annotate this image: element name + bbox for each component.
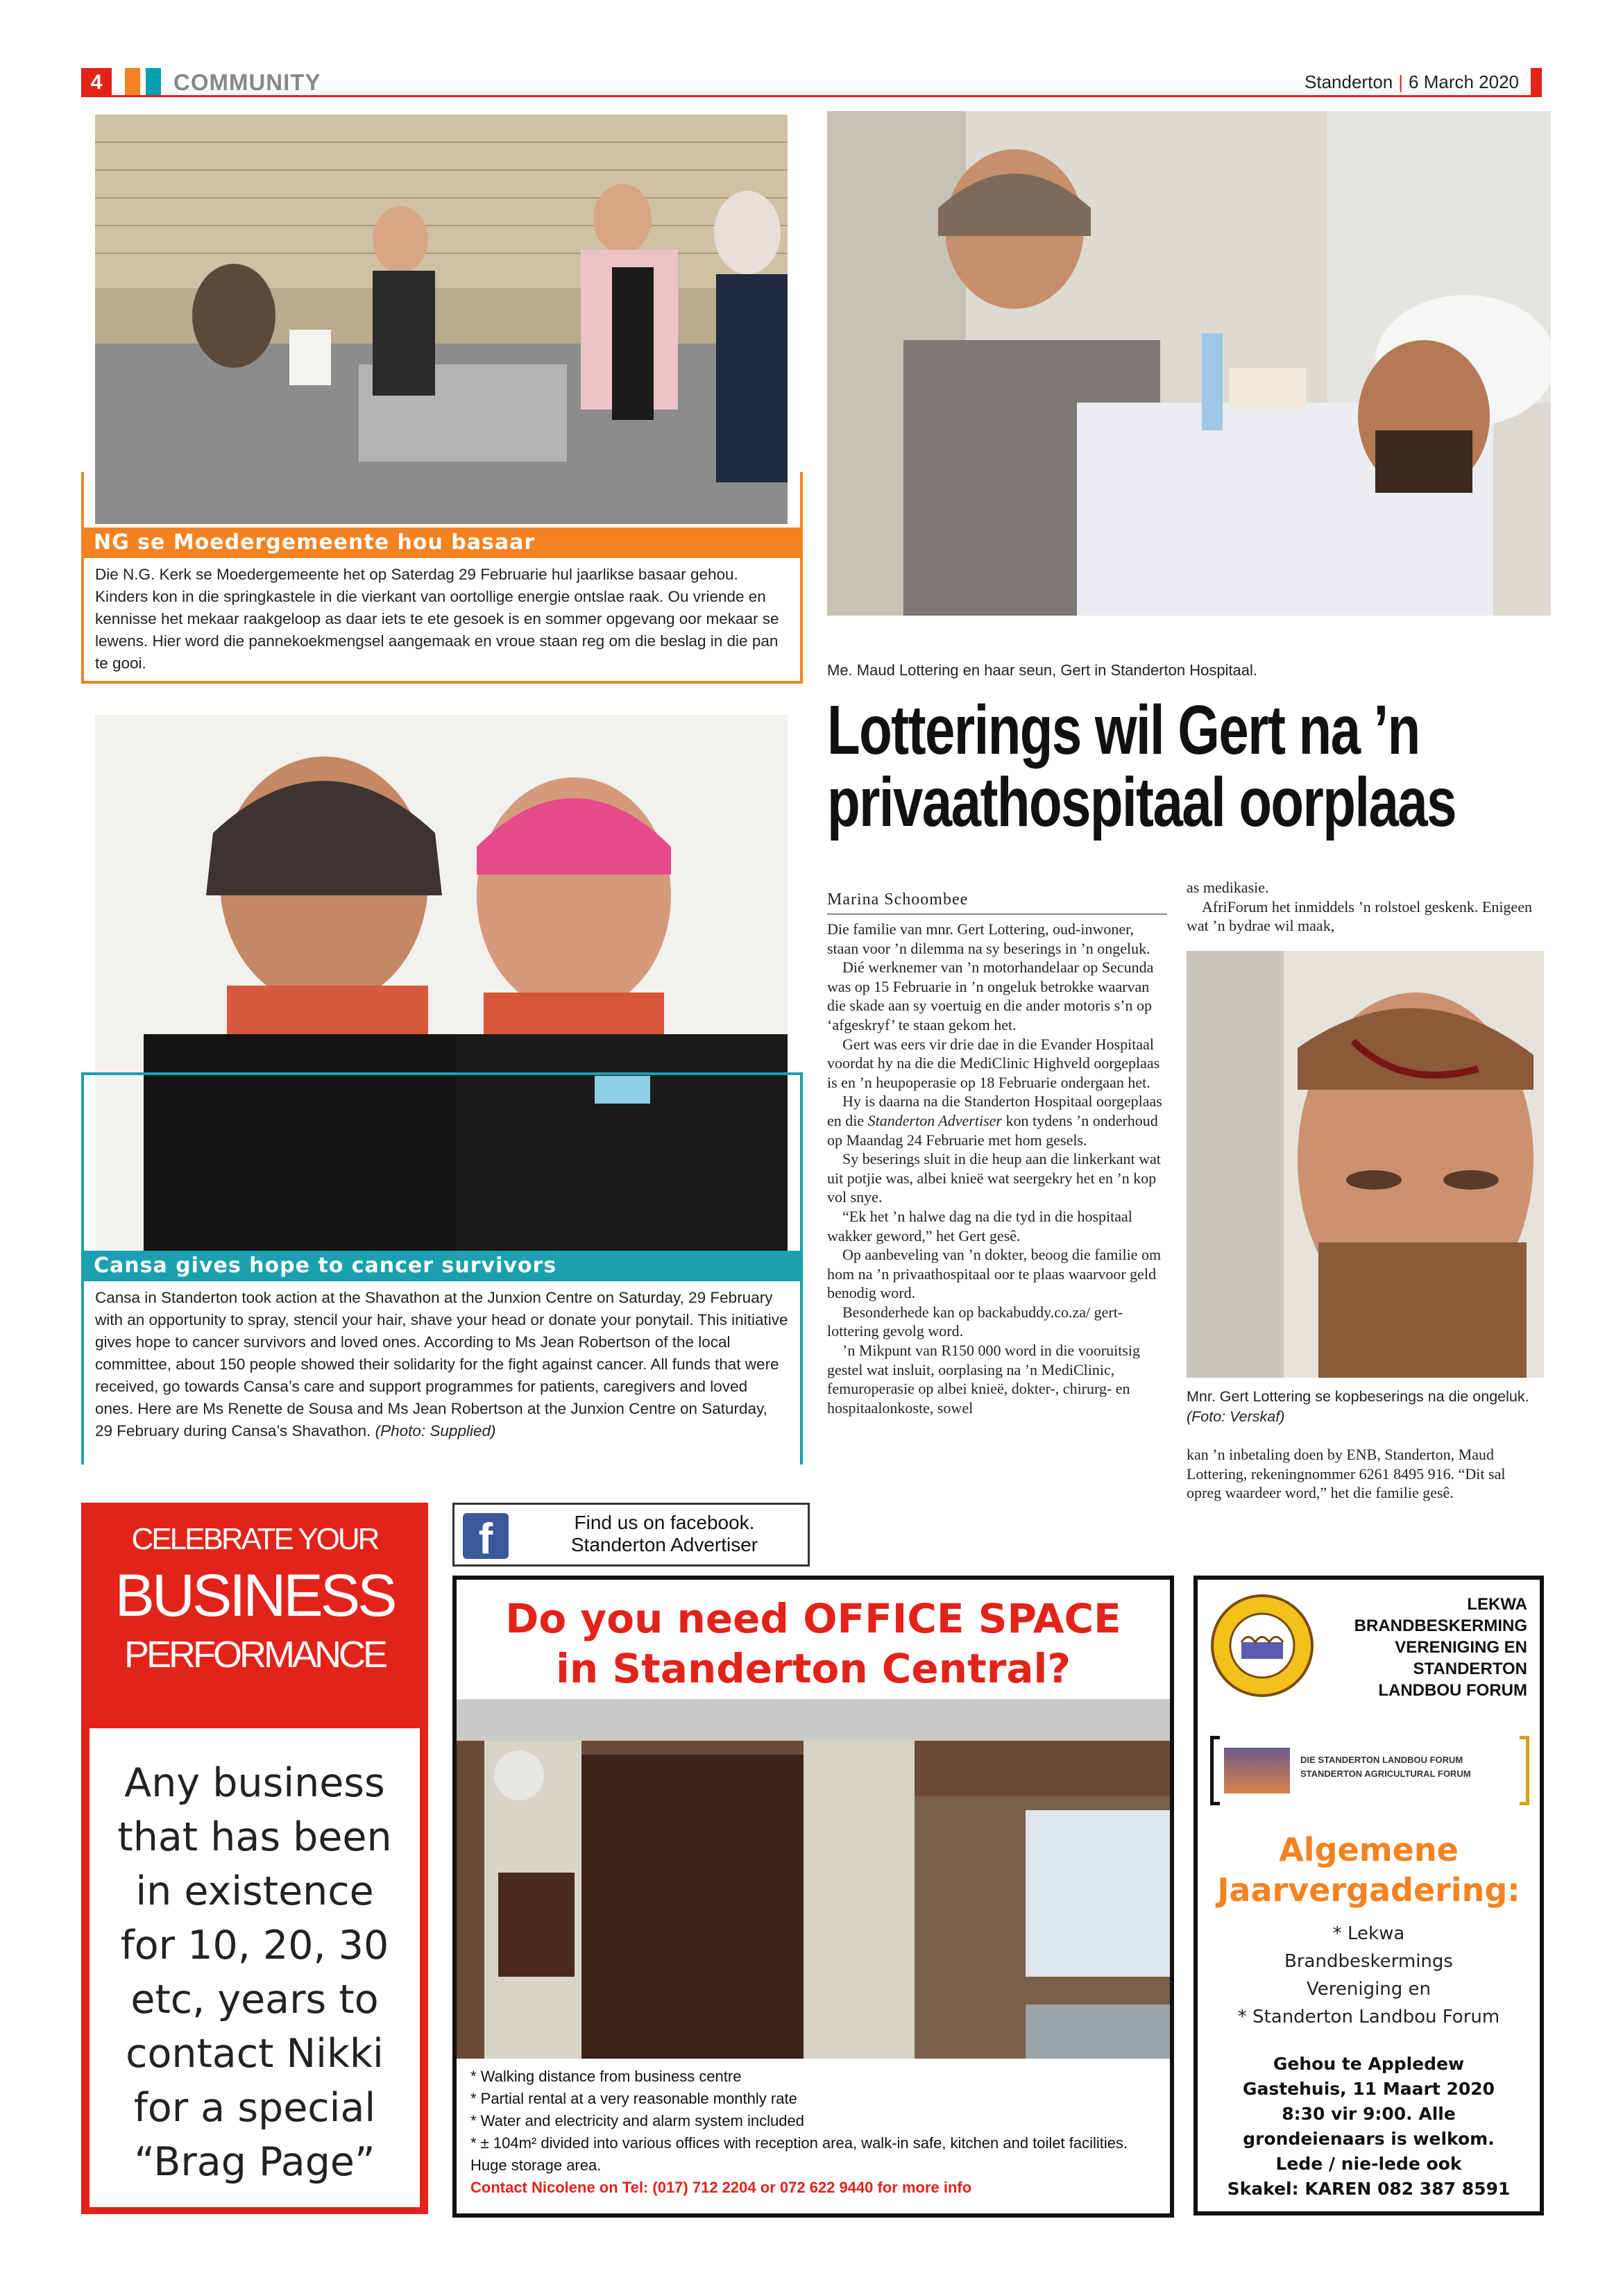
article-headline [827, 691, 1456, 841]
brag-ad-line-1: CELEBRATE YOUR [131, 1522, 378, 1556]
agm-detail-line: grondeienaars is welkom. [1243, 2129, 1495, 2149]
brag-ad-body [90, 1728, 420, 2207]
article-paragraph: Op aanbeveling van ’n dokter, beoog die familie om hom na ’n privaathospitaal oor te plaas waarvoor geld benodig word. [827, 1246, 1162, 1302]
brag-ad-notch [227, 1713, 282, 1728]
header-town: Standerton [1305, 71, 1393, 92]
agm-title-line: Algemene [1279, 1831, 1459, 1868]
brag-ad-body-line: contact Nikki [126, 2031, 384, 2077]
article-paragraph: Gert was eers vir drie dae in die Evander Hospitaal voordat hy na die die MediClinic Highveld oorgeplaas is en ’n heupoperasie op 18 Februarie ondergaan het. [827, 1035, 1160, 1091]
article-paragraph: Besonderhede kan op backabuddy.co.za/ gert-lottering gevolg word. [827, 1303, 1123, 1340]
page-number: 4 [81, 68, 112, 97]
article-column-1 [827, 920, 1167, 1417]
agm-org-line: Brandbeskermings [1284, 1951, 1453, 1972]
article-paragraph: ’n Mikpunt van R150 000 word in die vooruitsig gestel wat insluit, oorplasing na ’n MediClinic, femuroperasie op albei knieë, dokter-, chirurg- en hospitaalonkoste, sowel [827, 1342, 1140, 1417]
fire-org-line: STANDERTON [1413, 1660, 1527, 1678]
agm-detail-line: Gehou te Appledew [1273, 2054, 1465, 2074]
headline-line-2: privaathospitaal oorplaas [827, 763, 1456, 841]
office-feature: * Partial rental at a very reasonable monthly rate [470, 2090, 797, 2107]
office-feature: * Walking distance from business centre [470, 2068, 742, 2085]
article-paragraph: kan ’n inbetaling doen by ENB, Standerton, Maud Lottering, rekeningnommer 6261 8495 916. “Dit sal opreg waardeer word,” het die familie gesê. [1187, 1446, 1506, 1502]
fire-org-line: LEKWA [1467, 1595, 1527, 1614]
article-paragraph: Dié werknemer van ’n motorhandelaar op Secunda was op 15 Februarie in ’n ongeluk betrokke waarvan die skade aan sy voertuig en die ander motoris s’n op ‘afgeskryf’ te staan gekom het. [827, 959, 1154, 1033]
article-paragraph: Die familie van mnr. Gert Lottering, oud-inwoner, staan voor ’n dilemma na sy beserings in ’n ongeluk. [827, 920, 1150, 957]
forum-name [1300, 1753, 1471, 1781]
agm-detail-line: Lede / nie-lede ook [1275, 2154, 1462, 2174]
agm-title-line: Jaarvergadering: [1217, 1871, 1520, 1909]
office-feature: * ± 104m² divided into various offices with reception area, walk-in safe, kitchen and toilet facilities. Huge storage area. [470, 2134, 1128, 2174]
hospital-caption: Me. Maud Lottering en haar seun, Gert in Standerton Hospitaal. [827, 661, 1258, 679]
cansa-body-text: Cansa in Standerton took action at the Shavathon at the Junxion Centre on Saturday, 29 February with an opportunity to spray, stencil your hair, shave your head or donate your ponytail. This initiative gives hope to cancer survivors and loved ones. According to Ms Jean Robertson of the local committee, about 150 people showed their solidarity for the fight against cancer. All funds that were received, go towards Cansa’s care and support programmes for patients, caregivers and loved ones. Here are Ms Renette de Sousa and Ms Jean Robertson at the Junxion Centre on Saturday, 29 February during Cansa’s Shavathon. [95, 1289, 788, 1440]
agm-notice-ad[interactable] [1193, 1576, 1544, 2215]
forum-bracket-left [1210, 1736, 1220, 1805]
injury-photo [1187, 951, 1544, 1378]
agm-org-line: * Standerton Landbou Forum [1237, 2007, 1500, 2027]
header-dateline [1305, 69, 1519, 94]
header-accent-red [1531, 68, 1542, 97]
office-title-line-2: in Standerton Central? [556, 1645, 1071, 1692]
forum-name-line: DIE STANDERTON LANDBOU FORUM [1300, 1755, 1463, 1765]
article-column-2-bottom [1187, 1445, 1544, 1503]
forum-bracket-right [1520, 1736, 1529, 1805]
fire-org-line: LANDBOU FORUM [1378, 1681, 1527, 1700]
agm-detail-line: Skakel: KAREN 082 387 8591 [1227, 2179, 1511, 2199]
agm-detail-line: Gastehuis, 11 Maart 2020 [1242, 2079, 1495, 2099]
facebook-icon: f [463, 1513, 509, 1559]
brag-ad-body-line: that has been [117, 1814, 392, 1860]
header-rule [81, 95, 1542, 97]
header-date: 6 March 2020 [1409, 71, 1519, 92]
landbou-forum-logo [1210, 1732, 1529, 1809]
brag-ad-body-line: etc, years to [130, 1977, 379, 2023]
injury-credit: (Foto: Verskaf) [1187, 1408, 1285, 1425]
brag-ad-line-2: BUSINESS [114, 1562, 395, 1629]
facebook-line-1: Find us on facebook. [574, 1512, 755, 1533]
cansa-title: Cansa gives hope to cancer survivors [84, 1251, 800, 1281]
office-title-line-1: Do you need OFFICE SPACE [505, 1595, 1121, 1642]
facebook-box[interactable] [452, 1503, 810, 1567]
brag-ad-text [90, 1756, 420, 2189]
fire-org-line: VERENIGING EN [1395, 1638, 1527, 1657]
basaar-body: Die N.G. Kerk se Moedergemeente het op Saterdag 29 Februarie hul jaarlikse basaar gehou. Kinders kon in die springkastele in die vierkant van oortollige energie ontslae raak. Ou vriende en kennisse het mekaar raakgeloop as daar iets te ete gesoek is en sommer opgevang oor mekaar se lewens. Hier word die pannekoekmengsel aangemaak en vroue staan reg om die beslag in die pan te gooi. [95, 566, 779, 672]
hospital-photo [827, 111, 1551, 616]
agm-organisations [1198, 1920, 1540, 2031]
article-paragraph: Sy beserings sluit in die heup aan die linkerkant wat uit potjie was, albei knieë wat seergekry het en ’n kop vol snye. [827, 1150, 1161, 1206]
facebook-line-2: Standerton Advertiser [570, 1534, 758, 1555]
agm-org-line: * Lekwa [1332, 1923, 1405, 1944]
agm-org-line: Vereniging en [1306, 1979, 1431, 2000]
fire-org-line: BRANDBESKERMING [1354, 1617, 1527, 1635]
office-building-photo [457, 1699, 1170, 2059]
office-features-list [470, 2066, 1157, 2199]
article-paragraph: “Ek het ’n halwe dag na die tyd in die hospitaal wakker geword,” het Gert gesê. [827, 1207, 1132, 1244]
office-ad-title [457, 1594, 1170, 1694]
header-accent-teal [146, 68, 161, 97]
article-paragraph: as medikasie. [1187, 879, 1269, 896]
forum-name-line: STANDERTON AGRICULTURAL FORUM [1300, 1769, 1471, 1779]
article-paragraph-interview [827, 1092, 1167, 1149]
brag-ad-body-line: “Brag Page” [134, 2139, 375, 2185]
agm-details [1198, 2052, 1540, 2202]
brag-page-ad[interactable] [81, 1503, 428, 2214]
office-feature: * Water and electricity and alarm system included [470, 2112, 804, 2129]
article-column-2-top [1187, 878, 1544, 936]
facebook-text [524, 1512, 805, 1556]
section-name: COMMUNITY [173, 69, 321, 95]
brag-ad-body-line: for 10, 20, 30 [120, 1923, 389, 1968]
office-contact: Contact Nicolene on Tel: (017) 712 2204 or 072 622 9440 for more info [470, 2179, 972, 2196]
agm-detail-line: 8:30 vir 9:00. Alle [1282, 2104, 1456, 2124]
cansa-credit: (Photo: Supplied) [375, 1422, 496, 1440]
article-byline: Marina Schoombee [827, 890, 1167, 915]
headline-line-1: Lotterings wil Gert na ’n [827, 691, 1420, 769]
cansa-body [95, 1287, 789, 1442]
article-paragraph: AfriForum het inmiddels ’n rolstoel geskenk. Enigeen wat ’n bydrae wil maak, [1187, 897, 1532, 935]
interview-lead: Hy is daarna na die Standerton Hospitaal oorgeplaas en die [827, 1092, 1162, 1129]
brag-ad-body-line: Any business [124, 1760, 385, 1806]
fire-association-seal [1210, 1594, 1314, 1698]
office-space-ad[interactable] [452, 1576, 1174, 2218]
brag-ad-body-line: in existence [135, 1868, 374, 1914]
basaar-title: NG se Moedergemeente hou basaar [84, 527, 800, 558]
brag-ad-body-line: for a special [133, 2085, 376, 2131]
header-separator: | [1398, 71, 1404, 92]
header-accent-orange [125, 68, 140, 97]
interview-tail: kon tydens ’n onderhoud op Maandag 24 Februarie met hom gesels. [827, 1111, 1158, 1149]
basaar-photo [95, 115, 788, 524]
brag-ad-line-3: PERFORMANCE [124, 1634, 386, 1675]
injury-caption-text: Mnr. Gert Lottering se kopbeserings na die ongeluk. [1187, 1388, 1529, 1405]
forum-sunset-image [1224, 1748, 1290, 1793]
advertiser-name: Standerton Advertiser [867, 1111, 1002, 1129]
fire-association-name [1333, 1594, 1527, 1701]
injury-caption [1187, 1387, 1544, 1427]
agm-title [1198, 1830, 1540, 1910]
